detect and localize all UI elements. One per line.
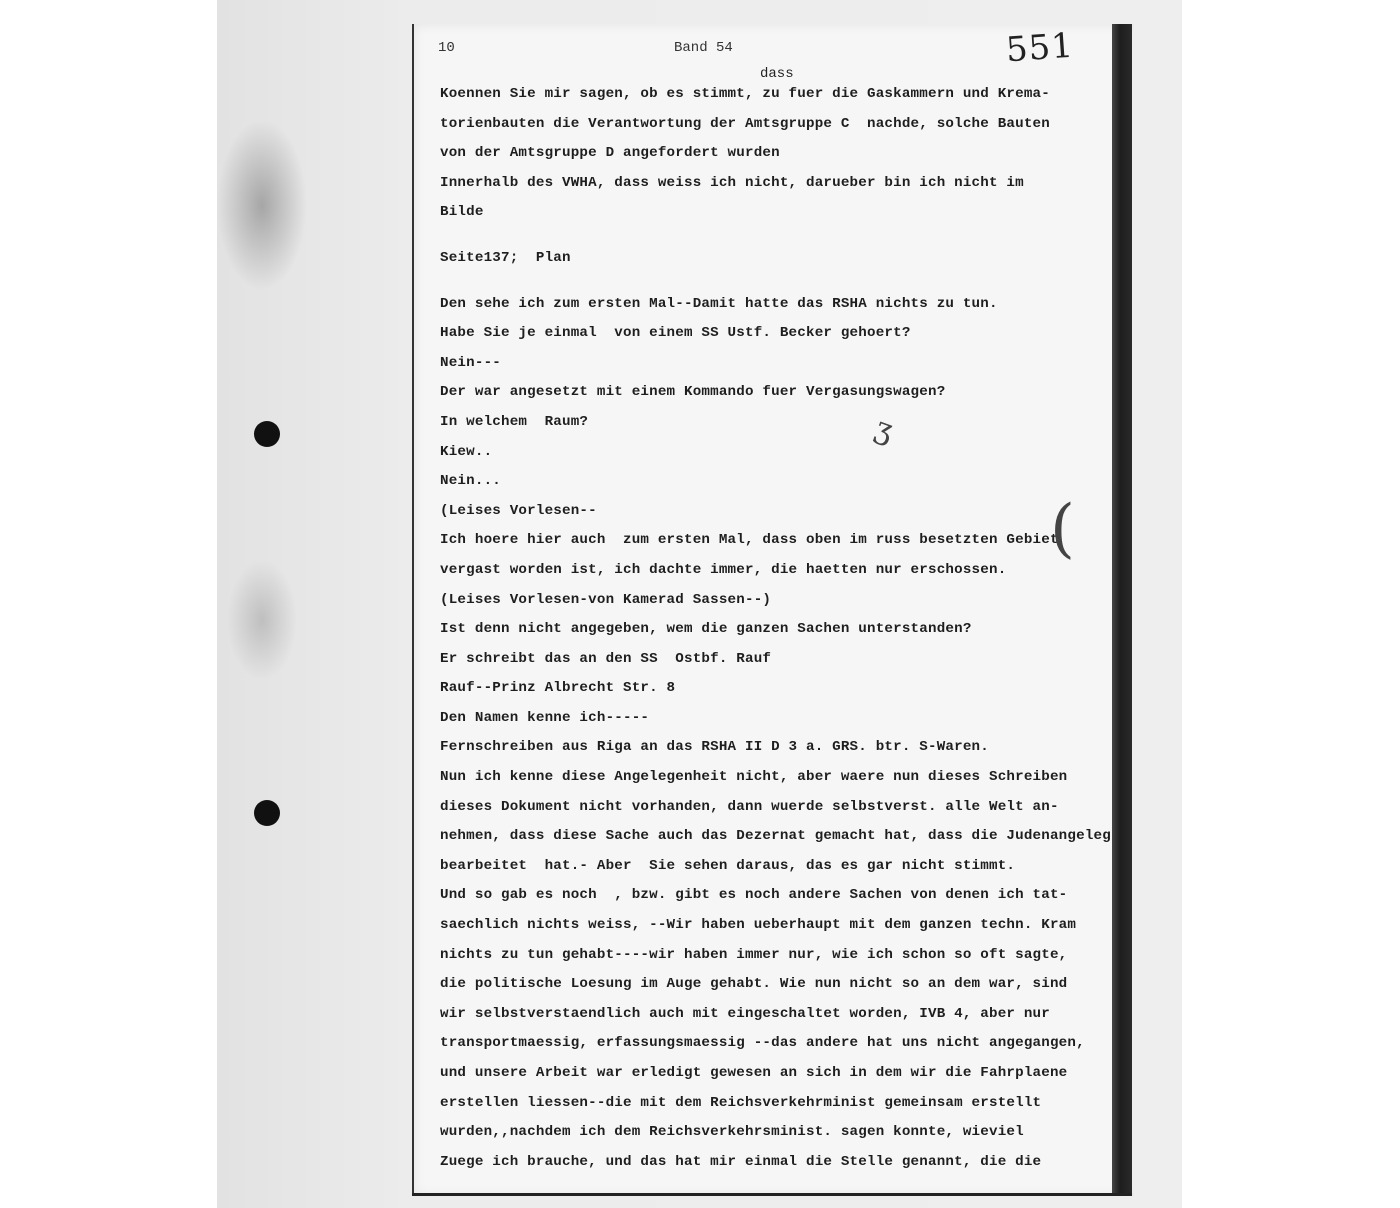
stain-mark	[217, 120, 307, 290]
text-line: wir selbstverstaendlich auch mit eingeschaltet worden, IVB 4, aber nur	[440, 1005, 1050, 1022]
typed-text-body	[440, 80, 1111, 1177]
text-line: erstellen liessen--die mit dem Reichsverkehrminist gemeinsam erstellt	[440, 1094, 1042, 1111]
text-line: Ist denn nicht angegeben, wem die ganzen Sachen unterstanden?	[440, 621, 972, 638]
text-line: Bilde	[440, 204, 484, 221]
punch-hole-top	[254, 421, 280, 447]
text-line: torienbauten die Verantwortung der Amtsgruppe C nachde, solche Bauten	[440, 115, 1050, 132]
text-line: Nein...	[440, 473, 501, 490]
text-line: Habe Sie je einmal von einem SS Ustf. Becker gehoert?	[440, 325, 911, 342]
text-line: die politische Loesung im Auge gehabt. Wie nun nicht so an dem war, sind	[440, 976, 1068, 993]
margin-bracket-mark: (	[1050, 492, 1075, 566]
handwritten-insertion: dass	[760, 66, 794, 82]
text-line: Kiew..	[440, 443, 493, 460]
text-line: (Leises Vorlesen--	[440, 502, 597, 519]
page-header	[438, 40, 1094, 64]
page-edge-shadow	[1112, 24, 1132, 1196]
text-line: Koennen Sie mir sagen, ob es stimmt, zu fuer die Gaskammern und Krema-	[440, 86, 1050, 102]
text-line: (Leises Vorlesen-von Kamerad Sassen--)	[440, 591, 772, 608]
text-line: Nun ich kenne diese Angelegenheit nicht, aber waere nun dieses Schreiben	[440, 769, 1068, 786]
pencil-mark: ʒ	[870, 410, 899, 449]
page-bottom-edge	[412, 1193, 1132, 1196]
text-line: Den sehe ich zum ersten Mal--Damit hatte das RSHA nichts zu tun.	[440, 295, 998, 312]
text-line: Innerhalb des VWHA, dass weiss ich nicht, darueber bin ich nicht im	[440, 174, 1024, 191]
text-line: saechlich nichts weiss, --Wir haben ueberhaupt mit dem ganzen techn. Kram	[440, 917, 1077, 934]
handwritten-folio-number: 551	[1004, 25, 1076, 71]
text-line: Fernschreiben aus Riga an das RSHA II D 3 a. GRS. btr. S-Waren.	[440, 739, 989, 756]
text-line: vergast worden ist, ich dachte immer, die haetten nur erschossen.	[440, 561, 1007, 578]
text-line: wurden,,nachdem ich dem Reichsverkehrsminist. sagen konnte, wieviel	[440, 1124, 1024, 1141]
band-label: Band 54	[674, 40, 733, 56]
text-line	[440, 228, 1090, 244]
text-line: nichts zu tun gehabt----wir haben immer nur, wie ich schon so oft sagte,	[440, 946, 1068, 963]
text-line: Er schreibt das an den SS Ostbf. Rauf	[440, 650, 772, 667]
page-number: 10	[438, 40, 455, 56]
text-line: Den Namen kenne ich-----	[440, 709, 650, 726]
text-line	[440, 274, 1090, 290]
text-line: Und so gab es noch , bzw. gibt es noch andere Sachen von denen ich tat-	[440, 887, 1068, 904]
stain-mark	[227, 560, 297, 680]
text-line: Seite137; Plan	[440, 249, 571, 266]
text-line: Nein---	[440, 354, 501, 371]
text-line: bearbeitet hat.- Aber Sie sehen daraus, das es gar nicht stimmt.	[440, 857, 1016, 874]
text-line: Rauf--Prinz Albrecht Str. 8	[440, 680, 676, 697]
text-line: In welchem Raum?	[440, 413, 589, 430]
punch-hole-bottom	[254, 800, 280, 826]
text-line: von der Amtsgruppe D angefordert wurden	[440, 145, 780, 162]
text-line: Der war angesetzt mit einem Kommando fuer Vergasungswagen?	[440, 384, 946, 401]
text-line: Zuege ich brauche, und das hat mir einmal die Stelle genannt, die die	[440, 1153, 1042, 1170]
document-page	[412, 24, 1134, 1196]
text-line: Ich hoere hier auch zum ersten Mal, dass oben im russ besetzten Gebiet	[440, 532, 1059, 549]
text-line: dieses Dokument nicht vorhanden, dann wuerde selbstverst. alle Welt an-	[440, 798, 1059, 815]
text-line: transportmaessig, erfassungsmaessig --das andere hat uns nicht angegangen,	[440, 1035, 1085, 1052]
text-line: nehmen, dass diese Sache auch das Dezernat gemacht hat, dass die Judenangeleg	[440, 828, 1111, 845]
text-line: und unsere Arbeit war erledigt gewesen an sich in dem wir die Fahrplaene	[440, 1065, 1068, 1081]
